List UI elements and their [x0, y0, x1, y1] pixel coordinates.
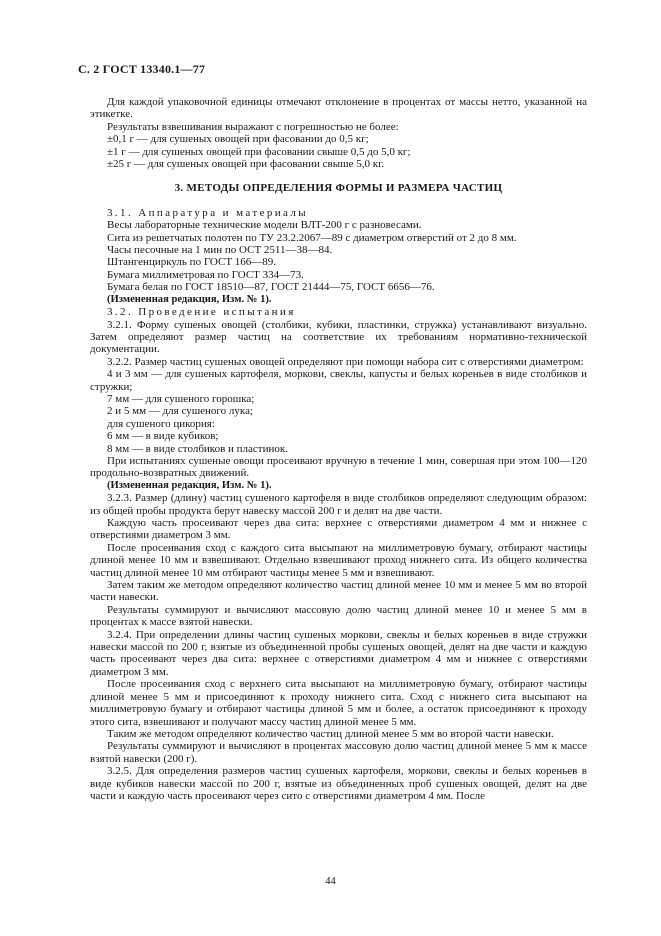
document-body: [90, 96, 587, 802]
paragraph: 3.2.1. Форму сушеных овощей (столбики, кубики, пластинки, стружка) устанавливают визуально. Затем определяют размер частиц на соответствие их требованиям нормативно-технической документации.: [90, 318, 587, 356]
paragraph: 3.2.4. При определении длины частиц сушеных моркови, свеклы и белых кореньев в виде стружки навески массой по 200 г, взятые из объединенной пробы сушеных овощей, делят на две части и каждую часть просеивают через два сита: верхнее с отверстиями диаметром 4 мм и нижнее с отверстиями диаметром 3 мм.: [90, 628, 587, 678]
list-item: Бумага миллиметровая по ГОСТ 334—73.: [107, 268, 304, 281]
section-title: 3. МЕТОДЫ ОПРЕДЕЛЕНИЯ ФОРМЫ И РАЗМЕРА ЧАСТИЦ: [174, 182, 503, 195]
list-item: Бумага белая по ГОСТ 18510—87, ГОСТ 21444—75, ГОСТ 6656—76.: [107, 281, 435, 294]
subsection-title: 3.2. Проведение испытания: [107, 306, 296, 319]
paragraph: После просеивания сход с каждого сита высыпают на миллиметровую бумагу, отбирают частицы длиной менее 10 мм и взвешивают. Отдельно взвешивают проход нижнего сита. Из общего количества частиц длиной менее 10 мм отбирают частицы менее 5 мм и взвешивают.: [90, 541, 587, 579]
list-item: 2 и 5 мм — для сушеного лука;: [107, 405, 254, 418]
list-item: 6 мм — в виде кубиков;: [107, 430, 219, 443]
paragraph: 3.2.3. Размер (длину) частиц сушеного картофеля в виде столбиков определяют следующим образом: из общей пробы продукта берут навеску массой 200 г и делят на две части.: [90, 492, 587, 517]
paragraph: Каждую часть просеивают через два сита: верхнее с отверстиями диаметром 4 мм и нижнее с отверстиями диаметром 3 мм.: [90, 517, 587, 542]
paragraph: ±25 г — для сушеных овощей при фасовании свыше 5,0 кг.: [107, 158, 385, 171]
list-item: Часы песочные на 1 мин по ОСТ 2511—38—84.: [107, 244, 333, 257]
list-item: для сушеного цикория:: [107, 417, 215, 430]
paragraph: Для каждой упаковочной единицы отмечают отклонение в процентах от массы нетто, указанной на этикетке.: [90, 96, 587, 121]
paragraph: Результаты суммируют и вычисляют в процентах массовую долю частиц длиной менее 5 мм к массе взятой навески (200 г).: [90, 740, 587, 765]
paragraph: При испытаниях сушеные овощи просеивают вручную в течение 1 мин, совершая при этом 100—120 продольно-возвратных движений.: [90, 454, 587, 480]
paragraph: Затем таким же методом определяют количество частиц длиной менее 10 мм и менее 5 мм во второй части навески.: [90, 579, 587, 604]
revision-note: (Измененная редакция, Изм. № 1).: [107, 293, 272, 305]
paragraph: ±0,1 г — для сушеных овощей при фасовании до 0,5 кг;: [107, 133, 369, 146]
paragraph: Результаты суммируют и вычисляют массовую долю частиц длиной менее 10 и менее 5 мм в процентах к массе взятой навески.: [90, 603, 587, 629]
list-item: 7 мм — для сушеного горошка;: [107, 392, 255, 405]
paragraph: 3.2.5. Для определения размеров частиц сушеных картофеля, моркови, свеклы и белых кореньев в виде кубиков навески массой по 200 г, взятые из объединенных проб сушеных овощей, делят на две части и каждую часть просеивают через сито с отверстиями диаметром 4 мм. После: [90, 765, 587, 802]
list-item: Штангенциркуль по ГОСТ 166—89.: [107, 256, 277, 269]
list-item: Сита из решетчатых полотен по ТУ 23.2.2067—89 с диаметром отверстий от 2 до 8 мм.: [107, 231, 517, 244]
paragraph: Результаты взвешивания выражают с погрешностью не более:: [107, 120, 399, 133]
list-item: 4 и 3 мм — для сушеных картофеля, моркови, свеклы, капусты и белых кореньев в виде столбиков и стружки;: [90, 368, 587, 393]
page-header: С. 2 ГОСТ 13340.1—77: [78, 62, 206, 76]
page-number: 44: [325, 876, 336, 887]
revision-note: (Измененная редакция, Изм. № 1).: [107, 479, 272, 491]
paragraph: После просеивания сход с верхнего сита высыпают на миллиметровую бумагу, отбирают частицы длиной менее 5 мм и присоединяют к проходу нижнего сита. Сход с нижнего сита высыпают на миллиметровую бумагу и отбирают частицы длиной 5 мм и более, а остаток присоединяют к проходу этого сита, взвешивают и получают массу частиц длиной менее 5 мм.: [90, 678, 587, 728]
paragraph: Таким же методом определяют количество частиц длиной менее 5 мм во второй части навески.: [107, 727, 554, 740]
list-item: 8 мм — в виде столбиков и пластинок.: [107, 442, 288, 455]
paragraph: 3.2.2. Размер частиц сушеных овощей определяют при помощи набора сит с отверстиями диаметром:: [107, 355, 584, 368]
subsection-title: 3.1. Аппаратура и материалы: [107, 206, 309, 219]
paragraph: ±1 г — для сушеных овощей при фасовании свыше 0,5 до 5,0 кг;: [107, 145, 411, 158]
list-item: Весы лабораторные технические модели ВЛТ-200 г с разновесами.: [107, 219, 422, 232]
